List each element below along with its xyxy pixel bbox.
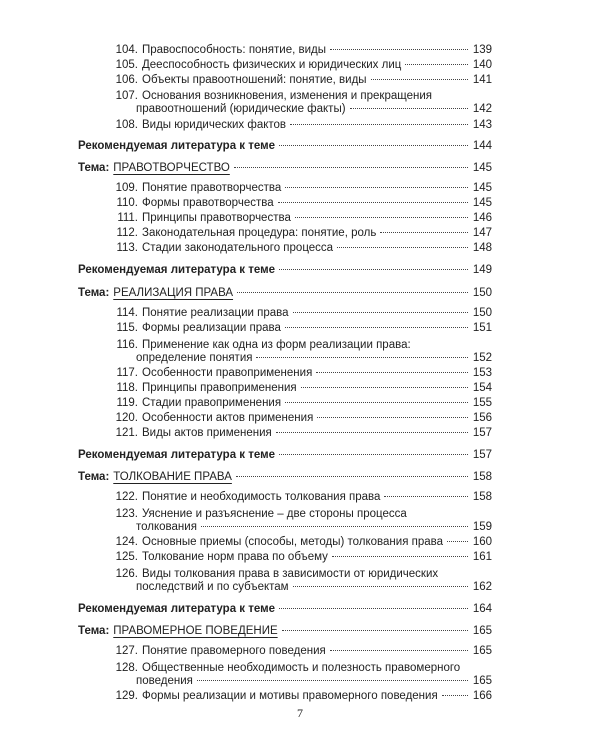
page-ref: 150 xyxy=(472,307,492,319)
section-heading xyxy=(78,623,492,640)
toc-entry xyxy=(104,489,492,506)
toc-entry xyxy=(104,72,492,89)
dot-leader xyxy=(279,608,468,609)
entry-title: Уяснение и разъяснение – две стороны процесса xyxy=(142,508,407,520)
page-ref: 147 xyxy=(472,227,492,239)
entry-number: 116. xyxy=(116,339,138,351)
entry-title: Понятие правомерного поведения xyxy=(142,645,326,657)
entry-title: Особенности правоприменения xyxy=(142,367,313,379)
dot-leader xyxy=(380,232,468,233)
page-ref: 145 xyxy=(472,182,492,194)
dot-leader xyxy=(293,312,468,313)
page-ref: 149 xyxy=(472,264,492,276)
entry-number: 114. xyxy=(116,307,138,319)
entry-number: 111. xyxy=(117,212,138,224)
dot-leader xyxy=(279,454,468,455)
page-ref: 162 xyxy=(472,581,492,593)
dot-leader xyxy=(285,187,468,188)
toc-entry xyxy=(104,643,492,660)
dot-leader xyxy=(278,202,468,203)
entry-title: Стадии законодательного процесса xyxy=(142,242,334,254)
page-ref: 160 xyxy=(472,536,492,548)
toc-entry xyxy=(104,320,492,337)
dot-leader xyxy=(279,145,468,146)
entry-title: Объекты правоотношений: понятие, виды xyxy=(142,74,367,86)
dot-leader xyxy=(337,247,468,248)
dot-leader xyxy=(201,526,468,527)
dot-leader xyxy=(330,49,468,50)
dot-leader xyxy=(234,167,468,168)
page-ref: 148 xyxy=(472,242,492,254)
dot-leader xyxy=(285,327,468,328)
page-number: 7 xyxy=(297,706,303,720)
entry-title-continued: поведения xyxy=(136,675,193,687)
entry-title: Применение как одна из форм реализации права: xyxy=(142,339,411,351)
literature-label: Рекомендуемая литература к теме xyxy=(78,264,276,276)
section-heading xyxy=(78,285,492,302)
entry-number: 117. xyxy=(116,367,138,379)
dot-leader xyxy=(197,680,468,681)
entry-title: Дееспособность физических и юридических лиц xyxy=(142,59,402,71)
entry-title-continued: правоотношений (юридические факты) xyxy=(136,103,346,115)
entry-title: Толкование норм права по объему xyxy=(142,551,328,563)
page-ref: 158 xyxy=(472,471,492,483)
dot-leader xyxy=(350,108,468,109)
toc-entry xyxy=(104,117,492,134)
entry-title: Формы реализации права xyxy=(142,322,281,334)
entry-title: Стадии правоприменения xyxy=(142,397,282,409)
section-heading xyxy=(78,160,492,177)
toc-entry xyxy=(104,549,492,566)
entry-title: Понятие реализации права xyxy=(142,307,289,319)
entry-number: 128. xyxy=(115,662,138,674)
page-ref: 140 xyxy=(472,59,492,71)
section-prefix: Тема: xyxy=(78,287,110,299)
entry-title: Виды актов применения xyxy=(142,427,272,439)
section-prefix: Тема: xyxy=(78,162,110,174)
entry-title: Принципы правоприменения xyxy=(142,382,297,394)
section-title: РЕАЛИЗАЦИЯ ПРАВА xyxy=(113,287,234,299)
toc-entry-continuation xyxy=(104,579,492,596)
page-ref: 156 xyxy=(472,412,492,424)
page-ref: 161 xyxy=(472,551,492,563)
page-ref: 166 xyxy=(472,690,492,702)
entry-number: 119. xyxy=(116,397,138,409)
dot-leader xyxy=(256,357,468,358)
page-ref: 143 xyxy=(472,119,492,131)
page-ref: 155 xyxy=(472,397,492,409)
entry-number: 118. xyxy=(116,382,138,394)
literature-entry xyxy=(78,447,492,464)
entry-number: 107. xyxy=(115,90,138,102)
entry-title: Понятие и необходимость толкования права xyxy=(142,491,381,503)
section-title: ПРАВОМЕРНОЕ ПОВЕДЕНИЕ xyxy=(113,625,278,637)
entry-title: Правоспособность: понятие, виды xyxy=(142,44,326,56)
page-ref: 157 xyxy=(472,427,492,439)
dot-leader xyxy=(447,541,468,542)
page-ref: 146 xyxy=(472,212,492,224)
page-ref: 139 xyxy=(472,44,492,56)
entry-number: 115. xyxy=(116,322,138,334)
page-ref: 151 xyxy=(472,322,492,334)
entry-title: Формы правотворчества xyxy=(142,197,274,209)
entry-number: 110. xyxy=(116,197,138,209)
section-prefix: Тема: xyxy=(78,471,110,483)
literature-label: Рекомендуемая литература к теме xyxy=(78,140,276,152)
entry-title: Общественные необходимость и полезность правомерного xyxy=(142,662,461,674)
entry-number: 105. xyxy=(115,59,138,71)
entry-number: 126. xyxy=(115,568,138,580)
entry-number: 121. xyxy=(115,427,138,439)
entry-number: 127. xyxy=(115,645,138,657)
toc-entry-continuation xyxy=(104,101,492,118)
dot-leader xyxy=(279,269,468,270)
dot-leader xyxy=(236,476,468,477)
section-title: ТОЛКОВАНИЕ ПРАВА xyxy=(113,471,232,483)
dot-leader xyxy=(316,372,468,373)
entry-title-continued: толкования xyxy=(136,521,197,533)
toc-entry xyxy=(104,240,492,257)
dot-leader xyxy=(442,695,468,696)
entry-number: 109. xyxy=(115,182,138,194)
page-ref: 142 xyxy=(472,103,492,115)
entry-number: 123. xyxy=(115,508,138,520)
literature-label: Рекомендуемая литература к теме xyxy=(78,449,276,461)
page-ref: 145 xyxy=(472,162,492,174)
dot-leader xyxy=(237,292,468,293)
dot-leader xyxy=(384,496,468,497)
entry-title: Особенности актов применения xyxy=(142,412,314,424)
dot-leader xyxy=(371,79,468,80)
dot-leader xyxy=(276,432,468,433)
entry-number: 112. xyxy=(116,227,138,239)
page-ref: 153 xyxy=(472,367,492,379)
entry-number: 129. xyxy=(115,690,138,702)
dot-leader xyxy=(405,64,468,65)
page-ref: 165 xyxy=(472,625,492,637)
entry-number: 124. xyxy=(115,536,138,548)
page-ref: 150 xyxy=(472,287,492,299)
entry-number: 125. xyxy=(115,551,138,563)
dot-leader xyxy=(330,650,468,651)
entry-title: Принципы правотворчества xyxy=(142,212,291,224)
entry-title: Понятие правотворчества xyxy=(142,182,282,194)
entry-title: Основания возникновения, изменения и прекращения xyxy=(142,90,432,102)
dot-leader xyxy=(285,402,468,403)
entry-number: 113. xyxy=(116,242,138,254)
page-ref: 157 xyxy=(472,449,492,461)
page-ref: 144 xyxy=(472,140,492,152)
entry-title: Виды юридических фактов xyxy=(142,119,287,131)
literature-entry xyxy=(78,601,492,618)
dot-leader xyxy=(282,630,468,631)
page-ref: 158 xyxy=(472,491,492,503)
entry-number: 120. xyxy=(115,412,138,424)
entry-number: 108. xyxy=(115,119,138,131)
page-ref: 165 xyxy=(472,675,492,687)
dot-leader xyxy=(293,586,468,587)
page-ref: 152 xyxy=(472,352,492,364)
page-ref: 141 xyxy=(472,74,492,86)
page-ref: 165 xyxy=(472,645,492,657)
page-ref: 159 xyxy=(472,521,492,533)
page-ref: 154 xyxy=(472,382,492,394)
entry-number: 104. xyxy=(115,44,138,56)
page-ref: 164 xyxy=(472,603,492,615)
literature-label: Рекомендуемая литература к теме xyxy=(78,603,276,615)
toc-entry xyxy=(104,425,492,442)
literature-entry xyxy=(78,138,492,155)
dot-leader xyxy=(301,387,468,388)
page-ref: 145 xyxy=(472,197,492,209)
dot-leader xyxy=(332,556,468,557)
entry-number: 122. xyxy=(115,491,138,503)
entry-title-continued: определение понятия xyxy=(136,352,253,364)
entry-title-continued: последствий и по субъектам xyxy=(136,581,289,593)
dot-leader xyxy=(290,124,468,125)
entry-title: Законодательная процедура: понятие, роль xyxy=(142,227,377,239)
dot-leader xyxy=(317,417,468,418)
section-title: ПРАВОТВОРЧЕСТВО xyxy=(113,162,230,174)
entry-title: Основные приемы (способы, методы) толкования права xyxy=(142,536,444,548)
entry-number: 106. xyxy=(115,74,138,86)
section-heading xyxy=(78,469,492,486)
entry-title: Виды толкования права в зависимости от юридических xyxy=(142,568,439,580)
literature-entry xyxy=(78,262,492,279)
section-prefix: Тема: xyxy=(78,625,110,637)
toc-entry xyxy=(104,688,492,705)
dot-leader xyxy=(295,217,468,218)
entry-title: Формы реализации и мотивы правомерного поведения xyxy=(142,690,438,702)
